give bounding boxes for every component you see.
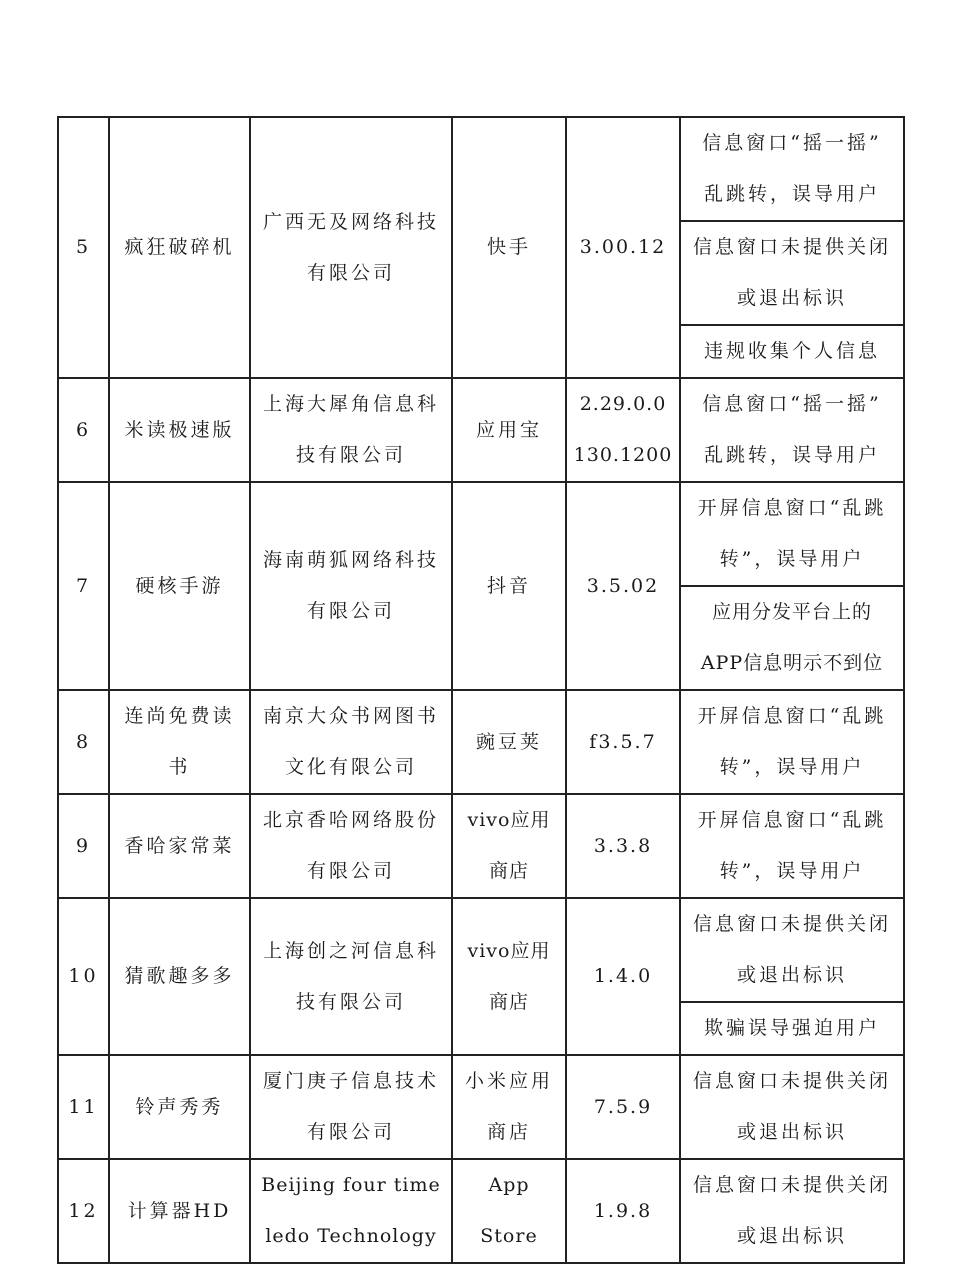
app-name: 疯狂破碎机	[109, 117, 250, 378]
app-name: 铃声秀秀	[109, 1055, 250, 1159]
row-number: 7	[58, 482, 109, 690]
company-name: 上海大犀角信息科 技有限公司	[250, 378, 452, 482]
row-number: 5	[58, 117, 109, 378]
company-name: 北京香哈网络股份 有限公司	[250, 794, 452, 898]
company-name: 厦门庚子信息技术 有限公司	[250, 1055, 452, 1159]
issue-cell: 信息窗口未提供关闭 或退出标识	[680, 898, 904, 1002]
company-name: 广西无及网络科技 有限公司	[250, 117, 452, 378]
company-name: Beijing four time ledo Technology	[250, 1159, 452, 1263]
issue-cell: 开屏信息窗口“乱跳 转”，误导用户	[680, 482, 904, 586]
issue-cell: 信息窗口“摇一摇” 乱跳转，误导用户	[680, 117, 904, 221]
company-name: 上海创之河信息科 技有限公司	[250, 898, 452, 1055]
app-violation-table	[57, 116, 905, 1264]
app-version: 1.4.0	[566, 898, 680, 1055]
app-version: 2.29.0.0 130.1200	[566, 378, 680, 482]
row-number: 10	[58, 898, 109, 1055]
app-name: 米读极速版	[109, 378, 250, 482]
issue-cell: 开屏信息窗口“乱跳 转”，误导用户	[680, 690, 904, 794]
issue-cell: 开屏信息窗口“乱跳 转”，误导用户	[680, 794, 904, 898]
platform-name: 抖音	[452, 482, 566, 690]
platform-name: 快手	[452, 117, 566, 378]
company-name: 海南萌狐网络科技 有限公司	[250, 482, 452, 690]
platform-name: vivo应用 商店	[452, 898, 566, 1055]
row-number: 12	[58, 1159, 109, 1263]
app-version: 3.3.8	[566, 794, 680, 898]
row-number: 8	[58, 690, 109, 794]
app-version: f3.5.7	[566, 690, 680, 794]
app-name: 香哈家常菜	[109, 794, 250, 898]
platform-name: 应用宝	[452, 378, 566, 482]
row-number: 9	[58, 794, 109, 898]
platform-name: 小米应用 商店	[452, 1055, 566, 1159]
platform-name: vivo应用 商店	[452, 794, 566, 898]
app-version: 1.9.8	[566, 1159, 680, 1263]
app-version: 3.00.12	[566, 117, 680, 378]
issue-cell: 违规收集个人信息	[680, 325, 904, 378]
app-name: 计算器HD	[109, 1159, 250, 1263]
issue-cell: 信息窗口未提供关闭 或退出标识	[680, 1159, 904, 1263]
platform-name: 豌豆荚	[452, 690, 566, 794]
issue-cell: 信息窗口未提供关闭 或退出标识	[680, 221, 904, 325]
row-number: 11	[58, 1055, 109, 1159]
app-version: 7.5.9	[566, 1055, 680, 1159]
app-version: 3.5.02	[566, 482, 680, 690]
issue-cell: 信息窗口未提供关闭 或退出标识	[680, 1055, 904, 1159]
issue-cell: 信息窗口“摇一摇” 乱跳转，误导用户	[680, 378, 904, 482]
app-name: 猜歌趣多多	[109, 898, 250, 1055]
issue-cell: 应用分发平台上的 APP信息明示不到位	[680, 586, 904, 690]
app-name: 连尚免费读 书	[109, 690, 250, 794]
app-name: 硬核手游	[109, 482, 250, 690]
platform-name: App Store	[452, 1159, 566, 1263]
company-name: 南京大众书网图书 文化有限公司	[250, 690, 452, 794]
row-number: 6	[58, 378, 109, 482]
issue-cell: 欺骗误导强迫用户	[680, 1002, 904, 1055]
